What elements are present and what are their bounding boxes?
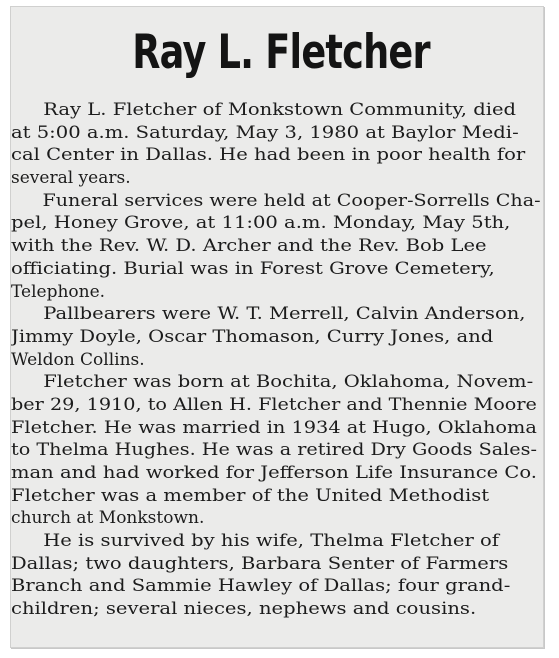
- text-line: He is survived by his wife, Thelma Fletcher of: [43, 531, 500, 552]
- text-line: Fletcher. He was married in 1934 at Hugo, Oklahoma: [11, 417, 537, 438]
- text-line: Funeral services were held at Cooper-Sorrells Cha-: [42, 190, 541, 211]
- text-line: Dallas; two daughters, Barbara Senter of Farmers: [11, 553, 509, 574]
- text-line: Fletcher was a member of the United Methodist: [11, 485, 490, 506]
- text-line: church at Monkstown.: [11, 508, 205, 529]
- text-line: to Thelma Hughes. He was a retired Dry Goods Sales-: [11, 440, 537, 461]
- headline: Ray L. Fletcher: [132, 25, 430, 80]
- text-line: ber 29, 1910, to Allen H. Fletcher and Thennie Moore: [11, 394, 537, 415]
- text-line: man and had worked for Jefferson Life Insurance Co.: [11, 463, 537, 483]
- text-line: Jimmy Doyle, Oscar Thomason, Curry Jones, and: [11, 326, 494, 347]
- newspaper-clipping: [10, 6, 544, 648]
- text-line: officiating. Burial was in Forest Grove Cemetery,: [11, 258, 495, 279]
- text-line: Telephone.: [11, 281, 106, 302]
- text-line: Ray L. Fletcher of Monkstown Community, died: [43, 100, 517, 120]
- text-line: cal Center in Dallas. He had been in poor health for: [11, 145, 526, 166]
- article-body: [11, 99, 543, 621]
- text-line: at 5:00 a.m. Saturday, May 3, 1980 at Baylor Medi-: [11, 122, 519, 143]
- text-line: Branch and Sammie Hawley of Dallas; four grand-: [11, 576, 511, 597]
- text-line: pel, Honey Grove, at 11:00 a.m. Monday, May 5th,: [11, 213, 511, 234]
- text-line: Pallbearers were W. T. Merrell, Calvin Anderson,: [43, 304, 526, 325]
- text-line: with the Rev. W. D. Archer and the Rev. Bob Lee: [11, 236, 487, 257]
- text-line: children; several nieces, nephews and cousins.: [11, 599, 477, 620]
- text-line: Fletcher was born at Bochita, Oklahoma, Novem-: [43, 372, 534, 393]
- text-line: Weldon Collins.: [11, 349, 145, 370]
- text-line: several years.: [11, 168, 131, 189]
